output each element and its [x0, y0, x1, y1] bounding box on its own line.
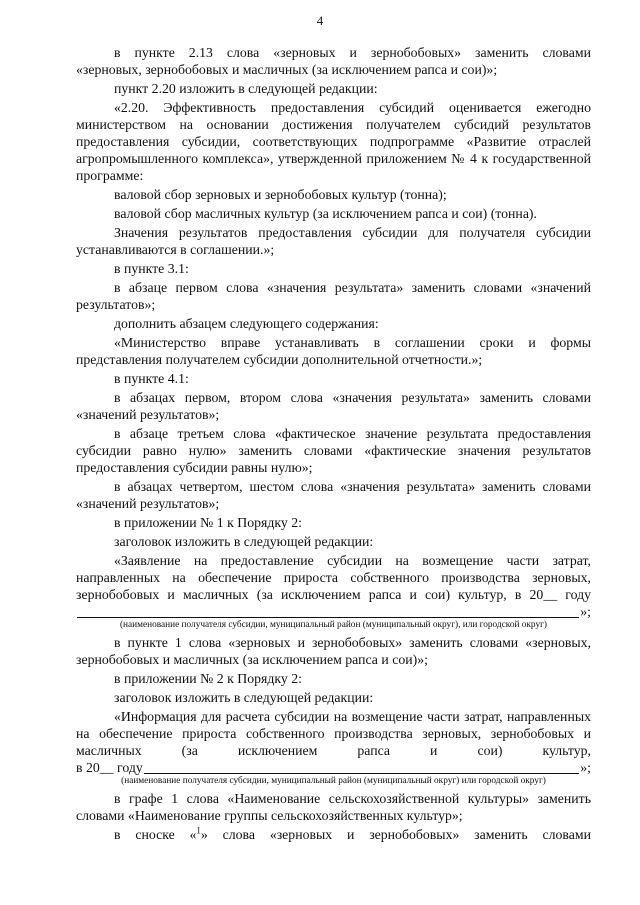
paragraph-p15: в приложении № 1 к Порядку 2:	[114, 515, 302, 530]
paragraph-p6: Значения результатов предоставления субсидии для получателя субсидии устанавливаются в соглашении.»;	[76, 225, 591, 257]
paragraph-p22: в графе 1 слова «Наименование сельскохозяйственной культуры» заменить словами «Наименование группы сельскохозяйственных культур»;	[76, 791, 591, 823]
paragraph-p16: заголовок изложить в следующей редакции:	[114, 534, 374, 549]
fill-line-end: »;	[580, 760, 591, 775]
blank-line	[144, 760, 580, 774]
paragraph-p9: дополнить абзацем следующего содержания:	[114, 316, 379, 331]
blank-line	[77, 604, 579, 618]
footnote-text-b: » слова «зерновых и зернобобовых» заменить словами	[200, 827, 592, 842]
footnote-superscript: 1	[196, 825, 201, 836]
paragraph-p4: валовой сбор зерновых и зернобобовых культур (тонна);	[114, 187, 447, 202]
paragraph-p20: заголовок изложить в следующей редакции:	[114, 690, 374, 705]
paragraph-p5: валовой сбор масличных культур (за исключением рапса и сои) (тонна).	[114, 206, 537, 221]
paragraph-p3: «2.20. Эффективность предоставления субсидий оценивается ежегодно министерством на основании достижения получателем субсидий результатов предоставления субсидии, соответствующих подпрограмме «Развитие отраслей агропромышленного комплекса», утвержденной приложением № 4 к государственной программе:	[76, 100, 591, 183]
paragraph-p7: в пункте 3.1:	[114, 261, 189, 276]
paragraph-p13: в абзаце третьем слова «фактическое значение результата предоставления субсидии равно нулю» заменить словами «фактические значения результатов предоставления субсидии равны нулю»;	[76, 426, 591, 475]
paragraph-p1-line2: «зерновых, зернобобовых и масличных (за исключением рапса и сои)»;	[76, 62, 498, 77]
paragraph-p2: пункт 2.20 изложить в следующей редакции:	[114, 81, 378, 96]
fill-line-recipient-2	[76, 759, 591, 776]
paragraph-p19: в приложении № 2 к Порядку 2:	[114, 671, 302, 686]
fill-line-start: в 20__ году	[76, 760, 143, 775]
caption-recipient-2: (наименование получателя субсидии, муниципальный район (муниципальный округ) или городской округ)	[121, 776, 546, 786]
paragraph-p23	[76, 826, 591, 843]
page-number: 4	[316, 13, 324, 28]
paragraph-p18: в пункте 1 слова «зерновых и зернобобовых» заменить словами «зерновых, зернобобовых и масличных (за исключением рапса и сои)»;	[76, 635, 591, 667]
paragraph-p21: «Информация для расчета субсидии на возмещение части затрат, направленных на обеспечение прироста собственного производства зерновых, зернобобовых и масличных (за исключением рапса и сои) культур,	[76, 709, 591, 758]
paragraph-p10: «Министерство вправе устанавливать в соглашении сроки и формы представления получателем субсидии дополнительной отчетности.»;	[76, 335, 591, 367]
paragraph-p14: в абзацах четвертом, шестом слова «значения результата» заменить словами «значений результатов»;	[76, 479, 591, 511]
footnote-text-a: в сноске «	[114, 827, 197, 842]
paragraph-p17: «Заявление на предоставление субсидии на возмещение части затрат, направленных на обеспечение прироста собственного производства зерновых, зернобобовых и масличных (за исключением рапса и сои) культур, в 20__ году	[76, 553, 591, 602]
paragraph-p12: в абзацах первом, втором слова «значения результата» заменить словами «значений результатов»;	[76, 390, 591, 422]
fill-line-recipient-1	[76, 603, 591, 620]
paragraph-p8: в абзаце первом слова «значения результата» заменить словами «значений результатов»;	[76, 280, 591, 312]
paragraph-p11: в пункте 4.1:	[114, 371, 189, 386]
caption-recipient-1: (наименование получателя субсидии, муниципальный район (муниципальный округ), или городской округ)	[119, 620, 548, 630]
fill-line-end: »;	[580, 604, 591, 619]
paragraph-p1-line1: в пункте 2.13 слова «зерновых и зернобобовых» заменить словами	[114, 45, 591, 60]
